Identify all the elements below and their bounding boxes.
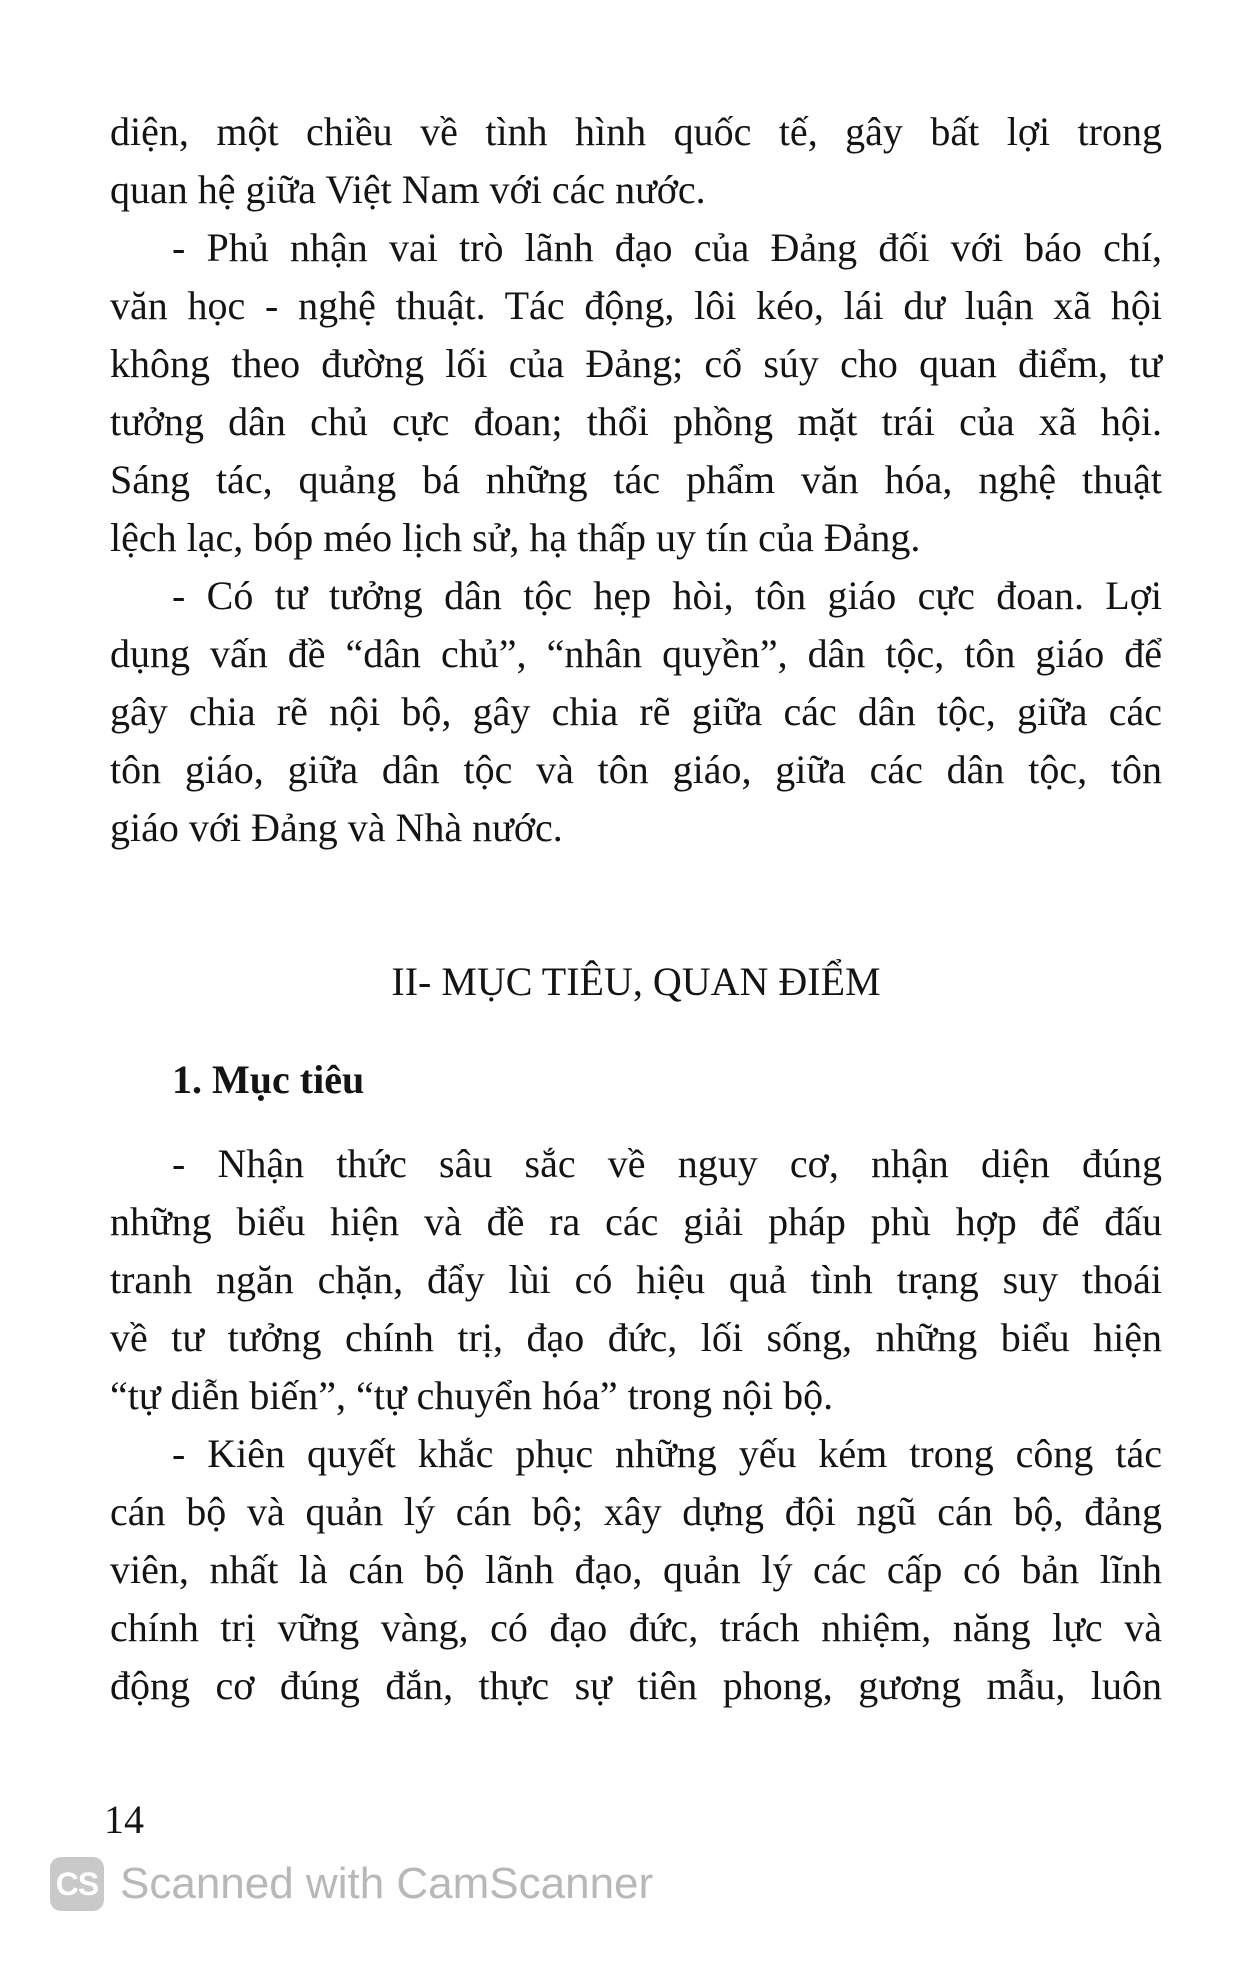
paragraph-5-line-1: - Kiên quyết khắc phục những yếu kém trong công tác bbox=[172, 1431, 1162, 1476]
paragraph-4-line-4: về tư tưởng chính trị, đạo đức, lối sống, những biểu hiện bbox=[110, 1315, 1162, 1360]
paragraph-4-line-2: những biểu hiện và đề ra các giải pháp phù hợp để đấu bbox=[110, 1199, 1162, 1244]
paragraph-2-line-2: văn học - nghệ thuật. Tác động, lôi kéo, lái dư luận xã hội bbox=[110, 283, 1162, 328]
paragraph-3-line-1: - Có tư tưởng dân tộc hẹp hòi, tôn giáo cực đoan. Lợi bbox=[172, 573, 1162, 618]
paragraph-4-line-1: - Nhận thức sâu sắc về nguy cơ, nhận diện đúng bbox=[172, 1141, 1162, 1186]
paragraph-5-line-4: chính trị vững vàng, có đạo đức, trách nhiệm, năng lực và bbox=[110, 1605, 1162, 1650]
camscanner-logo-icon: CS bbox=[50, 1857, 104, 1911]
camscanner-watermark bbox=[50, 1854, 653, 1914]
paragraph-5-line-2: cán bộ và quản lý cán bộ; xây dựng đội ngũ cán bộ, đảng bbox=[110, 1489, 1162, 1534]
paragraph-1-line-1: diện, một chiều về tình hình quốc tế, gây bất lợi trong bbox=[110, 109, 1162, 154]
paragraph-2-line-1: - Phủ nhận vai trò lãnh đạo của Đảng đối với báo chí, bbox=[172, 225, 1162, 270]
paragraph-5-line-5: động cơ đúng đắn, thực sự tiên phong, gương mẫu, luôn bbox=[110, 1663, 1162, 1708]
paragraph-3-line-5: giáo với Đảng và Nhà nước. bbox=[110, 805, 563, 850]
paragraph-2-line-4: tưởng dân chủ cực đoan; thổi phồng mặt trái của xã hội. bbox=[110, 399, 1162, 444]
section-heading: II- MỤC TIÊU, QUAN ĐIỂM bbox=[391, 959, 881, 1004]
paragraph-1-line-2: quan hệ giữa Việt Nam với các nước. bbox=[110, 167, 706, 212]
paragraph-2-line-3: không theo đường lối của Đảng; cổ súy cho quan điểm, tư bbox=[110, 341, 1162, 386]
watermark-text: Scanned with CamScanner bbox=[120, 1859, 654, 1908]
paragraph-2-line-5: Sáng tác, quảng bá những tác phẩm văn hóa, nghệ thuật bbox=[110, 457, 1162, 502]
paragraph-4-line-5: “tự diễn biến”, “tự chuyển hóa” trong nội bộ. bbox=[110, 1373, 834, 1418]
paragraph-3-line-4: tôn giáo, giữa dân tộc và tôn giáo, giữa các dân tộc, tôn bbox=[110, 747, 1162, 792]
paragraph-2-line-6: lệch lạc, bóp méo lịch sử, hạ thấp uy tín của Đảng. bbox=[110, 515, 921, 560]
paragraph-3-line-3: gây chia rẽ nội bộ, gây chia rẽ giữa các dân tộc, giữa các bbox=[110, 689, 1162, 734]
page-number: 14 bbox=[104, 1797, 144, 1842]
paragraph-5-line-3: viên, nhất là cán bộ lãnh đạo, quản lý các cấp có bản lĩnh bbox=[110, 1547, 1162, 1592]
paragraph-4-line-3: tranh ngăn chặn, đẩy lùi có hiệu quả tình trạng suy thoái bbox=[110, 1257, 1162, 1302]
subsection-heading: 1. Mục tiêu bbox=[172, 1057, 365, 1102]
paragraph-3-line-2: dụng vấn đề “dân chủ”, “nhân quyền”, dân tộc, tôn giáo để bbox=[110, 631, 1162, 676]
